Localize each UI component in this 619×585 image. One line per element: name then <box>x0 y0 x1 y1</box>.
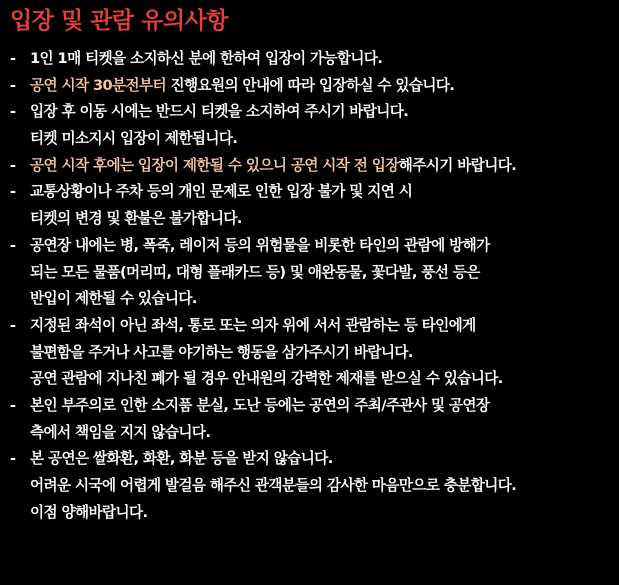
notice-line <box>10 260 619 287</box>
line-text: 이점 양해바랍니다. <box>30 503 148 521</box>
line-text: 반입이 제한될 수 있습니다. <box>30 290 197 308</box>
line-text: 입장 후 이동 시에는 반드시 티켓을 소지하여 주시기 바랍니다. <box>30 103 409 121</box>
notice-line <box>10 500 619 527</box>
notice-line <box>10 73 619 100</box>
line-text: 티켓의 변경 및 환불은 불가합니다. <box>30 210 242 228</box>
bullet-dash: - <box>10 103 16 121</box>
bullet-dash: - <box>10 76 16 94</box>
line-text: 해주시기 바랍니다. <box>398 156 517 174</box>
notice-list <box>10 46 619 526</box>
line-text: 본인 부주의로 인한 소지품 분실, 도난 등에는 공연의 주최/주관사 및 공연장 <box>30 396 490 414</box>
notice-line <box>10 99 619 126</box>
notice-line <box>10 206 619 233</box>
notice-line <box>10 233 619 260</box>
line-text: 교통상황이나 주차 등의 개인 문제로 인한 입장 불가 및 지연 시 <box>30 183 413 201</box>
line-text: 불편함을 주거나 사고를 야기하는 행동을 삼가주시기 바랍니다. <box>30 343 413 361</box>
bullet-dash: - <box>10 236 16 254</box>
notice-line <box>10 179 619 206</box>
line-text: 1인 1매 티켓을 소지하신 분에 한하여 입장이 가능합니다. <box>30 50 383 67</box>
notice-line <box>10 46 619 73</box>
notice-line <box>10 313 619 340</box>
line-text: 진행요원의 안내에 따라 입장하실 수 있습니다. <box>166 76 455 94</box>
line-text: 어려운 시국에 어렵게 발걸음 해주신 관객분들의 감사한 마음만으로 충분합니다. <box>30 477 517 494</box>
line-text: 티켓 미소지시 입장이 제한됩니다. <box>30 130 238 148</box>
line-text: 공연장 내에는 병, 폭죽, 레이저 등의 위험물을 비롯한 타인의 관람에 방해가 <box>30 236 490 254</box>
bullet-dash: - <box>10 450 16 468</box>
notice-line <box>10 286 619 313</box>
bullet-dash: - <box>10 183 16 201</box>
line-text: 되는 모든 물품(머리띠, 대형 플래카드 등) 및 애완동물, 꽃다발, 풍선 등은 <box>30 263 480 281</box>
line-text: 측에서 책임을 지지 않습니다. <box>30 423 211 441</box>
notice-line <box>10 473 619 500</box>
notice-title: 입장 및 관람 유의사항 <box>10 8 228 34</box>
notice-line <box>10 153 619 180</box>
notice-line <box>10 420 619 447</box>
line-text: 본 공연은 쌀화환, 화환, 화분 등을 받지 않습니다. <box>30 450 333 468</box>
notice-line <box>10 393 619 420</box>
highlight-text: 공연 시작 30분전부터 <box>30 76 167 94</box>
bullet-dash: - <box>10 316 16 334</box>
highlight-text: 공연 시작 후에는 입장이 제한될 수 있으니 공연 시작 전 입장 <box>30 156 399 174</box>
notice-line <box>10 366 619 393</box>
bullet-dash: - <box>10 50 16 67</box>
notice-line <box>10 340 619 367</box>
bullet-dash: - <box>10 156 16 174</box>
line-text: 공연 관람에 지나친 폐가 될 경우 안내원의 강력한 제재를 받으실 수 있습니다. <box>30 370 503 388</box>
bullet-dash: - <box>10 396 16 414</box>
notice-line <box>10 126 619 153</box>
notice-line <box>10 446 619 473</box>
line-text: 지정된 좌석이 아닌 좌석, 통로 또는 의자 위에 서서 관람하는 등 타인에게 <box>30 316 476 334</box>
